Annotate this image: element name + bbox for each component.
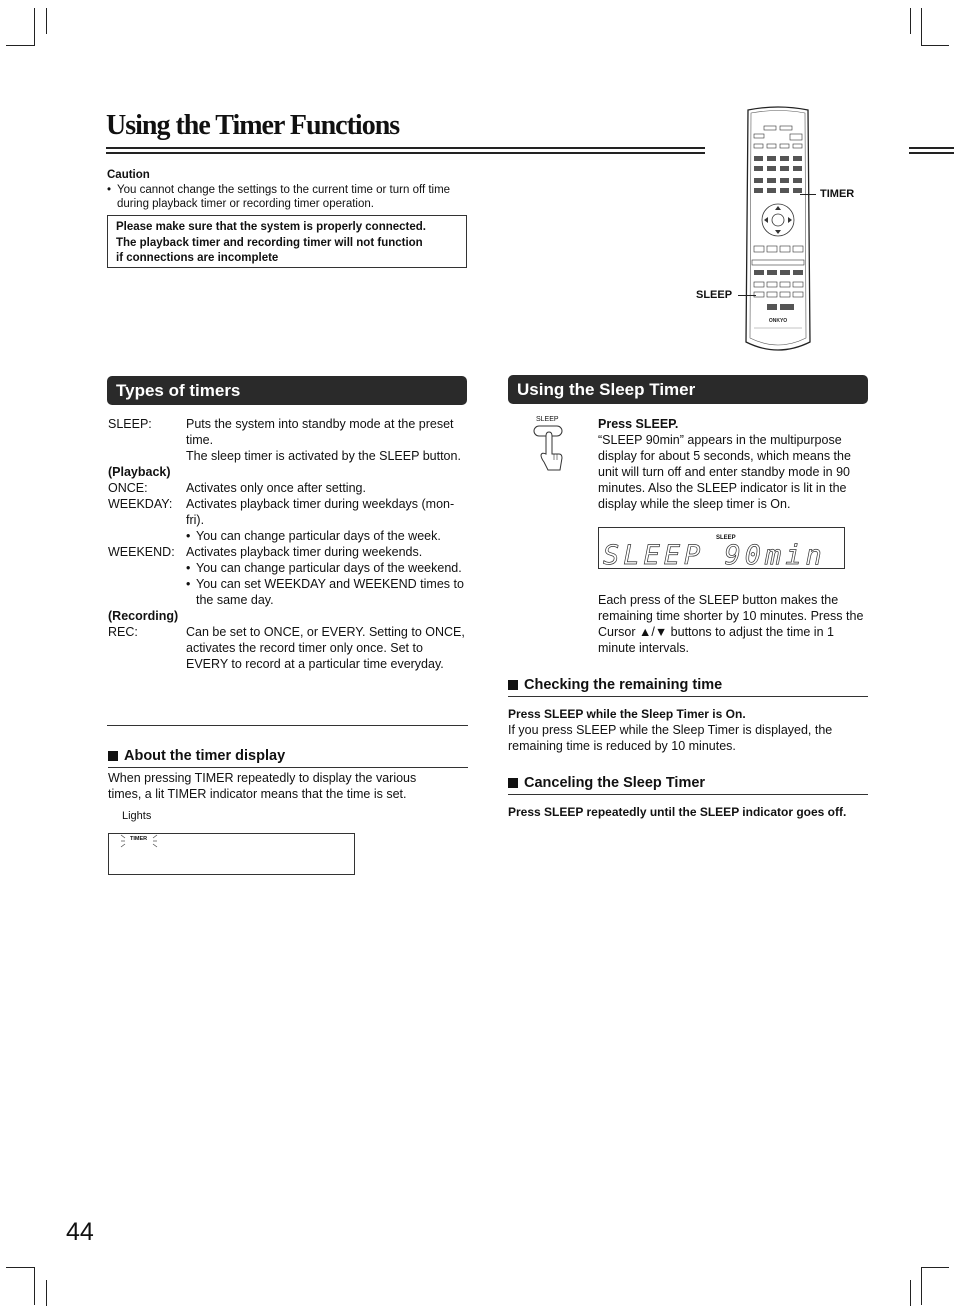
sleep-button-label: SLEEP — [536, 416, 559, 423]
desc-sleep — [186, 416, 468, 464]
sleep-callout-label: SLEEP — [696, 289, 733, 301]
crop-mark — [34, 8, 35, 46]
caution-heading: Caution — [107, 169, 150, 181]
bullet-item — [186, 528, 468, 544]
lights-label: Lights — [122, 810, 152, 822]
connection-warning-box — [107, 215, 467, 268]
bullet-dot: • — [186, 529, 191, 543]
section-divider — [107, 725, 468, 726]
timer-types-list — [108, 416, 468, 672]
title-rule — [106, 147, 705, 154]
desc-line: Activates playback timer during weekdays (mon-fri). — [186, 497, 455, 527]
press-sleep-instruction: Press SLEEP. — [598, 417, 679, 431]
crop-mark — [921, 1267, 949, 1268]
warning-line: if connections are incomplete — [116, 252, 279, 264]
bullet-text: You can change particular days of the weekend. — [196, 561, 462, 575]
subhead-text: Canceling the Sleep Timer — [524, 774, 706, 791]
timer-callout-label: TIMER — [820, 188, 855, 200]
remote-control-illustration — [742, 106, 814, 354]
side-rule — [909, 147, 954, 154]
crop-mark — [921, 8, 922, 46]
recording-heading: (Recording) — [108, 609, 179, 623]
desc-once: Activates only once after setting. — [186, 481, 366, 495]
term-sleep: SLEEP: — [108, 417, 152, 431]
canceling-sleep-timer-heading — [508, 773, 868, 795]
page-title: Using the Timer Functions — [106, 110, 400, 141]
crop-mark — [921, 45, 949, 46]
checking-text: If you press SLEEP while the Sleep Timer is displayed, the remaining time is reduced by 10 minutes. — [508, 723, 833, 753]
warning-line: The playback timer and recording timer will not function — [116, 236, 423, 249]
term-weekend: WEEKEND: — [108, 545, 175, 559]
crop-mark — [6, 1267, 34, 1268]
timer-indicator-display — [108, 833, 355, 875]
term-once: ONCE: — [108, 481, 148, 495]
caution-bullet-text: You cannot change the settings to the current time or turn off time during playback timer or recording timer operation. — [117, 184, 451, 210]
sleep-callout-line — [738, 295, 756, 296]
sleep-button-illustration — [530, 414, 570, 470]
hand-press-icon — [530, 424, 570, 472]
term-weekday: WEEKDAY: — [108, 497, 173, 511]
desc-weekday — [186, 496, 468, 544]
desc-weekend — [186, 544, 468, 608]
bullet-item — [186, 576, 468, 608]
bullet-dot: • — [186, 577, 191, 591]
bullet-text: You can change particular days of the week. — [196, 529, 441, 543]
timer-callout-line — [800, 194, 816, 195]
playback-heading: (Playback) — [108, 465, 171, 479]
subhead-text: Checking the remaining time — [524, 676, 723, 693]
remote-control-icon — [742, 106, 814, 354]
list-item — [108, 624, 468, 672]
list-item — [108, 544, 468, 608]
sleep-display-panel — [598, 527, 845, 569]
canceling-instruction: Press SLEEP repeatedly until the SLEEP indicator goes off. — [508, 805, 847, 819]
about-timer-display-text: When pressing TIMER repeatedly to display the various times, a lit TIMER indicator means that the time is set. — [108, 771, 417, 801]
desc-rec: Can be set to ONCE, or EVERY. Setting to ONCE, activates the record timer only once. Set to EVERY to record at a particular time everyday. — [186, 625, 465, 671]
crop-mark — [910, 8, 911, 34]
caution-bullet — [107, 183, 467, 211]
crop-mark — [921, 1267, 922, 1305]
list-item — [108, 496, 468, 544]
remote-brand: ONKYO — [768, 318, 788, 324]
desc-line: Activates playback timer during weekends. — [186, 545, 423, 559]
warning-line: Please make sure that the system is properly connected. — [116, 221, 426, 233]
square-bullet-icon — [108, 751, 118, 761]
term-rec: REC: — [108, 625, 138, 639]
each-press-text: Each press of the SLEEP button makes the remaining time shorter by 10 minutes. Press the Cursor ▲/▼ buttons to adjust the time in 1 minute intervals. — [598, 593, 864, 655]
square-bullet-icon — [508, 778, 518, 788]
checking-instruction: Press SLEEP while the Sleep Timer is On. — [508, 707, 746, 721]
crop-mark — [34, 1267, 35, 1305]
about-timer-display-heading — [108, 746, 468, 768]
checking-remaining-time-heading — [508, 675, 868, 697]
square-bullet-icon — [508, 680, 518, 690]
bullet-item — [186, 560, 468, 576]
bullet-dot: • — [107, 184, 112, 196]
sleep-display-indicator: SLEEP — [716, 535, 736, 541]
crop-mark — [6, 45, 34, 46]
page-number: 44 — [66, 1218, 94, 1246]
timer-indicator: TIMER — [130, 836, 148, 842]
crop-mark — [46, 8, 47, 34]
subhead-text: About the timer display — [124, 747, 286, 764]
desc-line: The sleep timer is activated by the SLEEP button. — [186, 449, 461, 463]
crop-mark — [46, 1280, 47, 1306]
desc-line: Puts the system into standby mode at the preset time. — [186, 417, 454, 447]
bullet-text: You can set WEEKDAY and WEEKEND times to the same day. — [196, 577, 464, 607]
sleep-display-text: SLEEP 90min — [603, 540, 826, 571]
sleep-description: “SLEEP 90min” appears in the multipurpose display for about 5 seconds, which means the unit will turn off and enter standby mode in 90 minutes. Also the SLEEP indicator is lit in the display while the sleep timer is On. — [598, 433, 851, 511]
list-item — [108, 416, 468, 464]
crop-mark — [910, 1280, 911, 1306]
using-sleep-timer-header: Using the Sleep Timer — [508, 375, 868, 404]
list-item — [108, 480, 468, 496]
types-of-timers-header: Types of timers — [107, 376, 467, 405]
bullet-dot: • — [186, 561, 191, 575]
